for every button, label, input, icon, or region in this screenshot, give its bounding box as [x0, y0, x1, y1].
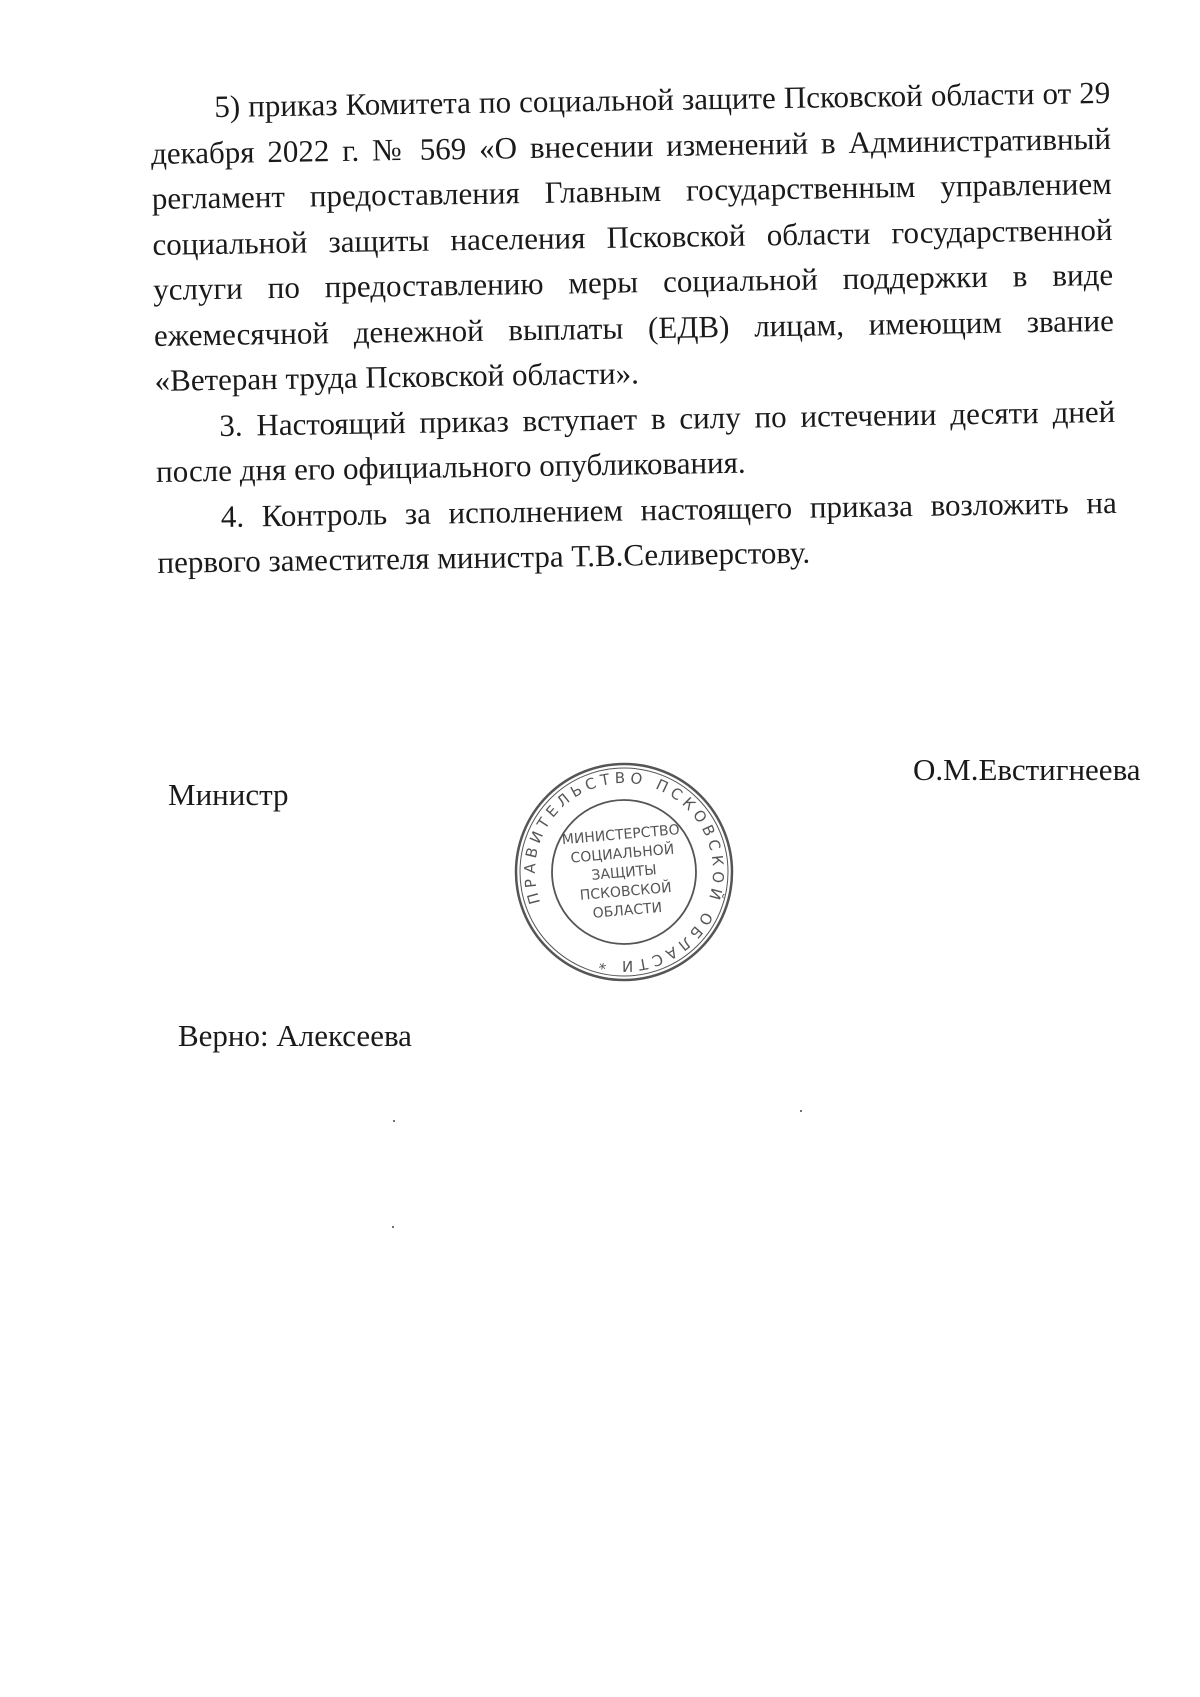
- stamp-inner-line: СОЦИАЛЬНОЙ: [569, 841, 675, 867]
- document-body: [150, 70, 1118, 586]
- signatory-title: Министр: [168, 777, 289, 812]
- scan-speck: [393, 1120, 395, 1122]
- stamp-inner-line: ПСКОВСКОЙ: [579, 879, 673, 904]
- stamp-inner-line: ЗАЩИТЫ: [590, 862, 658, 884]
- official-seal: [512, 760, 736, 984]
- paragraph-clause-3: 3. Настоящий приказ вступает в силу по истечении десяти дней после дня его официального опубликования.: [155, 393, 1116, 489]
- signatory-name: О.М.Евстигнеева: [913, 752, 1141, 787]
- paragraph-item-5: 5) приказ Комитета по социальной защите Псковской области от 29 декабря 2022 г. № 569 «О внесении изменений в Административный регламент предоставления Главным государственным управлением социальной защиты населения Псковской области государственной услуги по предоставлению меры социальной поддержки в виде ежемесячной денежной выплаты (ЕДВ) лицам, имеющим звание «Ветеран труда Псковской области».: [150, 74, 1115, 398]
- scan-speck: [800, 1110, 802, 1112]
- svg-text:ПРАВИТЕЛЬСТВО ПСКОВСКОЙ ОБЛАСТ: ПРАВИТЕЛЬСТВО ПСКОВСКОЙ ОБЛАСТИ *: [520, 768, 728, 976]
- stamp-inner-line: ОБЛАСТИ: [592, 899, 663, 922]
- certification-note: Верно: Алексеева: [178, 1018, 412, 1053]
- stamp-inner-line: МИНИСТЕРСТВО: [561, 822, 681, 849]
- scan-speck: [392, 1226, 394, 1228]
- paragraph-clause-4: 4. Контроль за исполнением настоящего приказа возложить на первого заместителя министра Т.В.Селиверстову.: [157, 484, 1117, 580]
